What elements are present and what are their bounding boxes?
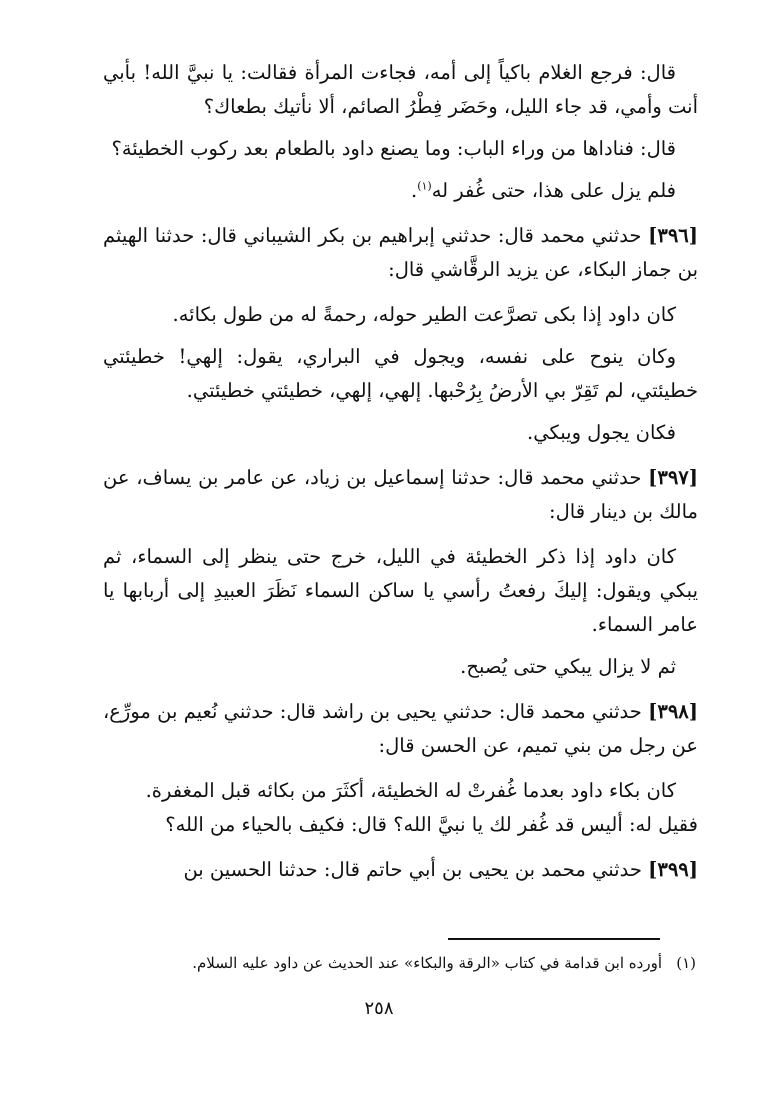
hadith-number-396: [٣٩٦] — [648, 224, 698, 247]
paragraph-13 — [103, 808, 698, 842]
paragraph-12 — [103, 774, 698, 808]
paragraph-7 — [103, 416, 698, 450]
hadith-399-text: حدثني محمد بن يحيى بن أبي حاتم قال: حدثنا الحسين بن — [183, 858, 649, 881]
hadith-398 — [103, 695, 698, 763]
main-text — [103, 56, 698, 898]
paragraph-2-text: قال: فناداها من وراء الباب: وما يصنع داود بالطعام بعد ركوب الخطيئة؟ — [111, 137, 676, 160]
paragraph-12-text: كان بكاء داود بعدما غُفرتْ له الخطيئة، أكثَرَ من بكائه قبل المغفرة. — [145, 779, 676, 802]
paragraph-7-text: فكان يجول ويبكي. — [527, 421, 676, 444]
paragraph-6-text: وكان ينوح على نفسه، ويجول في البراري، يقول: إلهي! خطيئتي خطيئتي، لم تَقِرّ بي الأرضُ بِرُحْبها. إلهي، إلهي، خطيئتي خطيئتي. — [103, 345, 698, 402]
footnote — [103, 950, 696, 976]
paragraph-10-text: ثم لا يزال يبكي حتى يُصبح. — [460, 655, 676, 678]
paragraph-9-text: كان داود إذا ذكر الخطيئة في الليل، خرج حتى ينظر إلى السماء، ثم يبكي ويقول: إليكَ رفعتُ رأسي يا ساكن السماء نَظَرَ العبيدِ إلى أربابها يا عامر السماء. — [103, 545, 698, 636]
paragraph-2 — [103, 132, 698, 166]
paragraph-9 — [103, 540, 698, 642]
hadith-397 — [103, 461, 698, 529]
paragraph-3-text: فلم يزل على هذا، حتى غُفر له — [431, 179, 676, 202]
hadith-number-398: [٣٩٨] — [648, 700, 698, 723]
paragraph-1-text: قال: فرجع الغلام باكياً إلى أمه، فجاءت المرأة فقالت: يا نبيَّ الله! بأبي أنت وأمي، قد جاء الليل، وحَضَر فِطْرُ الصائم، ألا نأتيك بطعاك؟ — [103, 61, 698, 118]
hadith-397-text: حدثني محمد قال: حدثنا إسماعيل بن زياد، عن عامر بن يساف، عن مالك بن دينار قال: — [103, 466, 698, 523]
paragraph-5 — [103, 298, 698, 332]
footnote-text: أورده ابن قدامة في كتاب «الرقة والبكاء» عند الحديث عن داود عليه السلام. — [192, 954, 662, 972]
paragraph-13-text: فقيل له: أليس قد غُفر لك يا نبيَّ الله؟ قال: فكيف بالحياء من الله؟ — [165, 813, 698, 836]
paragraph-5-text: كان داود إذا بكى تصرَّعت الطير حوله، رحمةً له من طول بكائه. — [172, 303, 676, 326]
hadith-399 — [103, 853, 698, 887]
hadith-398-text: حدثني محمد قال: حدثني يحيى بن راشد قال: حدثني نُعيم بن مورِّع، عن رجل من بني تميم، عن الحسن قال: — [103, 700, 698, 757]
page-number: ٢٥٨ — [364, 998, 394, 1019]
hadith-number-397: [٣٩٧] — [648, 466, 698, 489]
paragraph-1 — [103, 56, 698, 124]
footnote-divider — [448, 938, 660, 940]
paragraph-3 — [103, 174, 698, 208]
footnote-reference: (١) — [417, 179, 432, 193]
paragraph-3-tail: . — [410, 179, 418, 202]
hadith-396 — [103, 219, 698, 287]
paragraph-10 — [103, 650, 698, 684]
footnote-mark: (١) — [676, 954, 696, 972]
hadith-396-text: حدثني محمد قال: حدثني إبراهيم بن بكر الشيباني قال: حدثنا الهيثم بن جماز البكاء، عن يزيد الرقَّاشي قال: — [103, 224, 698, 281]
paragraph-6 — [103, 340, 698, 408]
hadith-number-399: [٣٩٩] — [648, 858, 698, 881]
